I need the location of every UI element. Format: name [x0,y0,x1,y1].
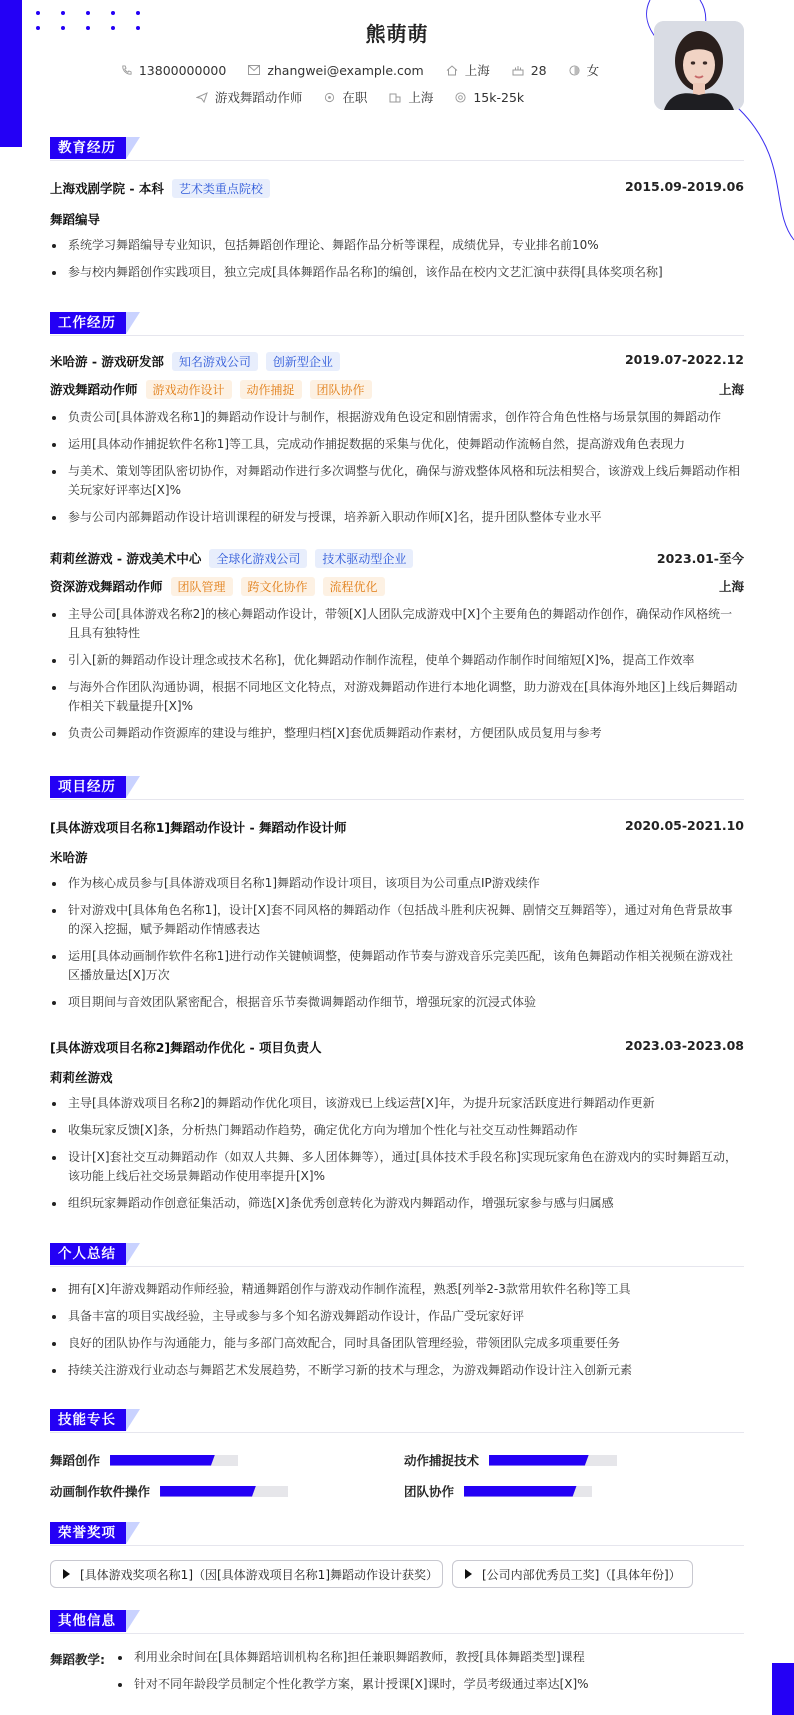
summary-section [50,1243,744,1377]
skill-tag: 流程优化 [323,577,385,596]
list-item: 收集玩家反馈[X]条，分析热门舞蹈动作趋势，确定优化方向为增加个性化与社交互动性舞蹈动作 [50,1121,744,1140]
skill-tag: 游戏动作设计 [146,380,232,399]
skill-name: 团队协作 [404,1484,455,1499]
job-date: 2019.07-2022.12 [624,352,744,367]
email-item [248,63,423,78]
skills-header [50,1409,744,1433]
summary-header [50,1243,744,1267]
list-item: 持续关注游戏行业动态与舞蹈艺术发展趋势，不断学习新的技术与理念，为游戏舞蹈动作设计注入创新元素 [50,1361,744,1380]
skill-bar-fill [464,1486,577,1497]
project-org: 米哈游 [50,850,88,865]
mail-icon [248,65,260,75]
section-title: 项目经历 [50,776,126,798]
project-date: 2023.03-2023.08 [624,1038,744,1053]
list-item: 良好的团队协作与沟通能力，能与多部门高效配合，同时具备团队管理经验，带领团队完成多项重要任务 [50,1334,744,1353]
skill-tag: 团队协作 [310,380,372,399]
job-company-row [50,352,744,371]
list-item: 与美术、策划等团队密切协作，对舞蹈动作进行多次调整与优化，确保与游戏整体风格和玩法相契合，该游戏上线后舞蹈动作相关玩家好评率达[X]% [50,462,744,500]
section-title: 教育经历 [50,137,126,159]
summary-bullets [50,1280,744,1388]
coin-icon [455,92,466,103]
project-name: [具体游戏项目名称1]舞蹈动作设计 - 舞蹈动作设计师 [50,820,347,835]
skill-bar [489,1455,617,1466]
project-bullets [50,874,744,1020]
education-row [50,179,744,198]
skill-bar [160,1486,288,1497]
list-item: 系统学习舞蹈编导专业知识，包括舞蹈创作理论、舞蹈作品分析等课程，成绩优异，专业排名前10% [50,236,744,255]
skill-bar [464,1486,592,1497]
company-tag: 全球化游戏公司 [209,549,307,568]
list-item: 作为核心成员参与[具体游戏项目名称1]舞蹈动作设计项目，该项目为公司重点IP游戏续作 [50,874,744,893]
award-item [50,1560,443,1588]
projects-header [50,776,744,800]
salary-text: 15k-25k [473,89,525,105]
skill-item [50,1451,238,1469]
gender-text: 女 [586,63,600,78]
section-title: 技能专长 [50,1409,126,1431]
project-date: 2020.05-2021.10 [624,818,744,833]
award-item [452,1560,693,1588]
education-date: 2015.09-2019.06 [624,179,744,194]
company-name: 莉莉丝游戏 - 游戏美术中心 [50,551,202,566]
skill-bar-fill [110,1455,215,1466]
building-icon [389,92,401,103]
job-bullets [50,408,744,535]
target-city-item [389,88,433,106]
list-item: 运用[具体动画制作软件名称1]进行动作关键帧调整，使舞蹈动作节奏与游戏音乐完美匹配，该角色舞蹈动作相关视频在游戏社区播放量达[X]万次 [50,947,744,985]
skill-name: 舞蹈创作 [50,1453,101,1468]
work-section [50,312,744,740]
projects-section [50,776,744,1210]
project-bullets [50,1094,744,1221]
list-item: 主导公司[具体游戏名称2]的核心舞蹈动作设计，带领[X]人团队完成游戏中[X]个主要角色的舞蹈动作创作，确保动作风格统一且具有独特性 [50,605,744,643]
skill-bar-fill [489,1455,589,1466]
other-label: 舞蹈教学: [50,1652,105,1667]
phone-text: 13800000000 [138,62,227,78]
gender-item [569,61,600,79]
list-item: 设计[X]套社交互动舞蹈动作（如双人共舞、多人团体舞等），通过[具体技术手段名称]实现玩家角色在游戏内的实时舞蹈互动，该功能上线后社交场景舞蹈动作使用率提升[X]% [50,1148,744,1186]
list-item: 负责公司[具体游戏名称1]的舞蹈动作设计与制作，根据游戏角色设定和剧情需求，创作符合角色性格与场景氛围的舞蹈动作 [50,408,744,427]
award-text: [具体游戏奖项名称1]（因[具体游戏项目名称1]舞蹈动作设计获奖） [80,1567,438,1582]
list-item: 与海外合作团队沟通协调，根据不同地区文化特点，对游戏舞蹈动作进行本地化调整，助力游戏在[具体海外地区]上线后舞蹈动作相关下载量提升[X]% [50,678,744,716]
decorative-bar-bottom-right [772,1663,794,1715]
job-city: 上海 [718,579,744,594]
skill-item [50,1482,288,1500]
location-item [446,61,490,79]
project-name: [具体游戏项目名称2]舞蹈动作优化 - 项目负责人 [50,1040,322,1055]
section-title: 个人总结 [50,1243,126,1265]
age-text: 28 [530,62,547,78]
education-section [50,137,744,279]
status-icon [324,92,335,103]
other-bullets [116,1648,744,1702]
skill-tag: 跨文化协作 [241,577,315,596]
age-item [512,63,547,78]
job-role-row [50,577,744,596]
phone-icon [121,65,132,76]
target-role-text: 游戏舞蹈动作师 [214,90,303,105]
section-title: 工作经历 [50,312,126,334]
phone-item [121,63,226,78]
list-item: 利用业余时间在[具体舞蹈培训机构名称]担任兼职舞蹈教师，教授[具体舞蹈类型]课程 [116,1648,744,1667]
skill-tag: 动作捕捉 [240,380,302,399]
company-tag: 知名游戏公司 [172,352,258,371]
skill-bar-fill [160,1486,256,1497]
candidate-name: 熊萌萌 [365,22,429,46]
job-company-row [50,549,744,568]
job-role-row [50,380,744,399]
company-tag: 创新型企业 [266,352,340,371]
play-icon [465,1569,472,1579]
project-row [50,1038,744,1056]
status-text: 在职 [342,90,368,105]
salary-item [455,90,524,105]
skill-tag: 团队管理 [171,577,233,596]
work-header [50,312,744,336]
other-header [50,1610,744,1634]
list-item: 负责公司舞蹈动作资源库的建设与维护，整理归档[X]套优质舞蹈动作素材，方便团队成员复用与参考 [50,724,744,743]
play-icon [63,1569,70,1579]
company-tag: 技术驱动型企业 [315,549,413,568]
status-item [324,88,367,106]
award-text: [公司内部优秀员工奖]（[具体年份]） [482,1567,681,1582]
job-role: 资深游戏舞蹈动作师 [50,579,163,594]
list-item: 主导[具体游戏项目名称2]的舞蹈动作优化项目，该游戏已上线运营[X]年，为提升玩家活跃度进行舞蹈动作更新 [50,1094,744,1113]
email-text: zhangwei@example.com [267,62,424,78]
awards-section [50,1522,744,1582]
list-item: 参与校内舞蹈创作实践项目，独立完成[具体舞蹈作品名称]的编创，该作品在校内文艺汇演中获得[具体奖项名称] [50,263,744,282]
gender-icon [569,65,580,76]
school-name: 上海戏剧学院 - 本科 [50,181,164,196]
list-item: 组织玩家舞蹈动作创意征集活动，筛选[X]条优秀创意转化为游戏内舞蹈动作，增强玩家参与感与归属感 [50,1194,744,1213]
list-item: 运用[具体动作捕捉软件名称1]等工具，完成动作捕捉数据的采集与优化，使舞蹈动作流畅自然，提高游戏角色表现力 [50,435,744,454]
list-item: 引入[新的舞蹈动作设计理念或技术名称]，优化舞蹈动作制作流程，使单个舞蹈动作制作时间缩短[X]%，提高工作效率 [50,651,744,670]
job-role: 游戏舞蹈动作师 [50,382,138,397]
list-item: 具备丰富的项目实战经验，主导或参与多个知名游戏舞蹈动作设计，作品广受玩家好评 [50,1307,744,1326]
awards-header [50,1522,744,1546]
other-section [50,1610,744,1691]
major: 舞蹈编导 [50,212,101,227]
skill-name: 动画制作软件操作 [50,1484,151,1499]
skill-bar [110,1455,238,1466]
location-text: 上海 [464,63,490,78]
list-item: 针对不同年龄段学员制定个性化教学方案，累计授课[X]课时，学员考级通过率达[X]% [116,1675,744,1694]
target-role-item [196,88,303,106]
home-icon [446,65,458,76]
company-name: 米哈游 - 游戏研发部 [50,354,164,369]
skill-name: 动作捕捉技术 [404,1453,480,1468]
job-city: 上海 [718,382,744,397]
list-item: 项目期间与音效团队紧密配合，根据音乐节奏微调舞蹈动作细节，增强玩家的沉浸式体验 [50,993,744,1012]
education-bullets [50,236,744,290]
cake-icon [512,65,524,76]
contact-line [0,61,720,79]
send-icon [196,92,208,103]
section-title: 荣誉奖项 [50,1522,126,1544]
list-item: 参与公司内部舞蹈动作设计培训课程的研发与授课，培养新入职动作师[X]名，提升团队整体专业水平 [50,508,744,527]
job-intent-line [0,88,720,106]
project-org: 莉莉丝游戏 [50,1070,113,1085]
job-bullets [50,605,744,751]
target-city-text: 上海 [408,90,434,105]
list-item: 拥有[X]年游戏舞蹈动作师经验，精通舞蹈创作与游戏动作制作流程，熟悉[列举2-3款常用软件名称]等工具 [50,1280,744,1299]
section-title: 其他信息 [50,1610,126,1632]
skill-item [404,1482,592,1500]
project-row [50,818,744,836]
school-tag: 艺术类重点院校 [172,179,270,198]
skills-section [50,1409,744,1499]
job-date: 2023.01-至今 [656,551,744,566]
education-header [50,137,744,161]
skill-item [404,1451,617,1469]
list-item: 针对游戏中[具体角色名称1]，设计[X]套不同风格的舞蹈动作（包括战斗胜利庆祝舞、剧情交互舞蹈等），通过对角色背景故事的深入挖掘，赋予舞蹈动作情感表达 [50,901,744,939]
